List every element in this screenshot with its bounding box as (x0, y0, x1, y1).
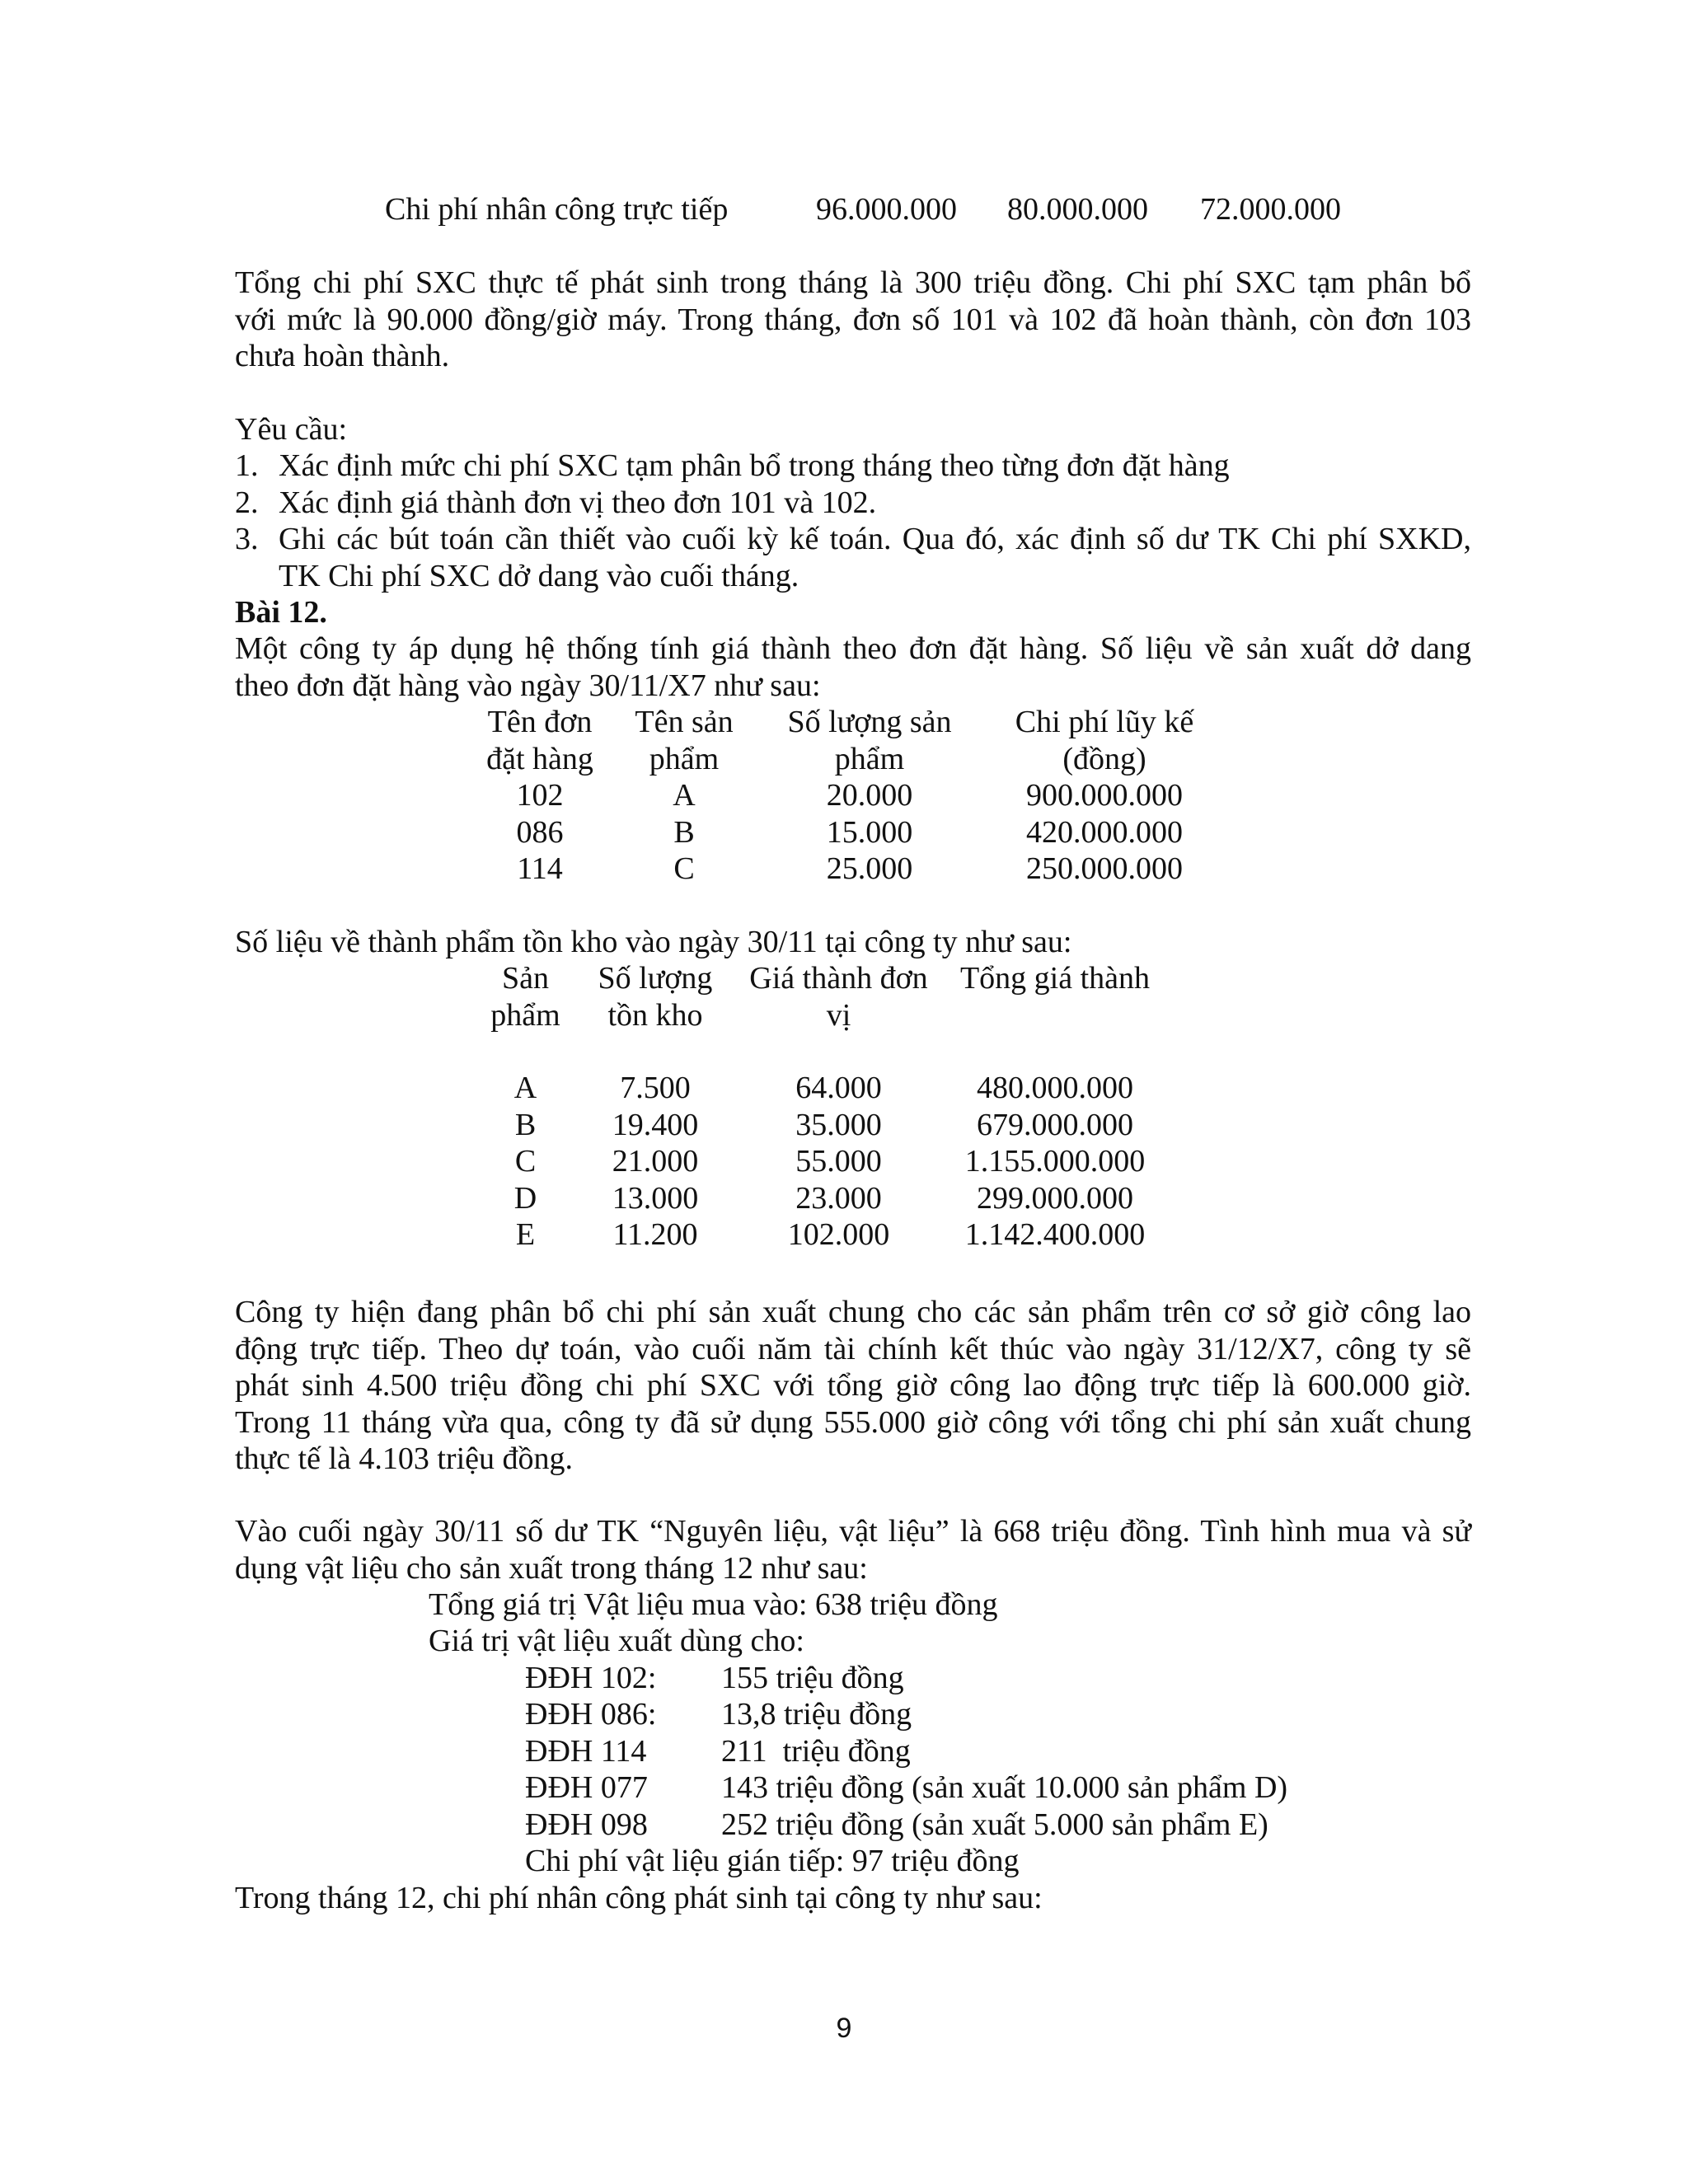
header-line: Số lượng sản (787, 705, 952, 739)
list-number: 1. (235, 448, 259, 483)
materials-used-label: Giá trị vật liệu xuất dùng cho: (429, 1624, 804, 1658)
header-line: Tổng giá thành (959, 961, 1151, 996)
table-cell: E (515, 1217, 536, 1252)
table-row (474, 1070, 1166, 1107)
header-line: phẩm (834, 741, 905, 776)
header-line: Giá thành đơn (749, 961, 928, 996)
table-cell: C (673, 851, 695, 886)
paragraph-line: động trực tiếp. Theo dự toán, vào cuối năm tài chính kết thúc vào ngày 31/12/X7, công ty sẽ (235, 1331, 1471, 1366)
order-value: 211 triệu đồng (721, 1734, 911, 1769)
table-cell: 1.155.000.000 (964, 1144, 1146, 1179)
table-header (577, 960, 734, 1070)
table-row (474, 1180, 1166, 1217)
table-cell: 7.500 (620, 1071, 691, 1105)
paragraph-line: chưa hoàn thành. (235, 339, 450, 373)
paragraph-line: theo đơn đặt hàng vào ngày 30/11/X7 như sau: (235, 668, 821, 703)
table-cell: 102 (516, 778, 564, 813)
table-cell: 35.000 (795, 1107, 882, 1142)
order-code: ĐĐH 098 (525, 1807, 648, 1842)
paragraph-line: Vào cuối ngày 30/11 số dư TK “Nguyên liệu, vật liệu” là 668 triệu đồng. Tình hình mua và sử (235, 1514, 1471, 1549)
table-cell: 480.000.000 (977, 1071, 1133, 1105)
paragraph-line: Một công ty áp dụng hệ thống tính giá thành theo đơn đặt hàng. Số liệu về sản xuất dở dang (235, 631, 1471, 666)
row-label: Chi phí nhân công trực tiếp (385, 192, 729, 227)
table-cell: 086 (516, 814, 564, 850)
table-header (474, 960, 577, 1070)
list-number: 2. (235, 485, 259, 520)
header-line: tồn kho (607, 997, 703, 1033)
table-cell: 900.000.000 (1026, 778, 1183, 813)
header-line: Tên đơn (487, 705, 593, 739)
inventory-intro: Số liệu về thành phẩm tồn kho vào ngày 30/11 tại công ty như sau: (235, 925, 1072, 959)
row-value-3: 72.000.000 (1200, 192, 1341, 227)
table-cell: 11.200 (612, 1217, 698, 1252)
table-cell: D (513, 1180, 537, 1216)
list-item: Xác định mức chi phí SXC tạm phân bổ trong tháng theo từng đơn đặt hàng (279, 448, 1230, 483)
table-header-row (474, 960, 1166, 1070)
header-line: vị (826, 997, 851, 1033)
order-value: 13,8 triệu đồng (721, 1697, 912, 1732)
paragraph-line: thực tế là 4.103 triệu đồng. (235, 1441, 574, 1476)
closing-line: Trong tháng 12, chi phí nhân công phát sinh tại công ty như sau: (235, 1881, 1043, 1915)
list-item: Xác định giá thành đơn vị theo đơn 101 và 102. (279, 485, 877, 520)
table-cell: 299.000.000 (977, 1180, 1133, 1216)
header-line: (đồng) (1062, 741, 1146, 776)
inventory-table (474, 960, 1166, 1254)
table-cell: 19.400 (612, 1107, 699, 1142)
table-cell: 420.000.000 (1026, 814, 1183, 850)
header-line: Tên sản (635, 705, 734, 739)
order-code: ĐĐH 086: (525, 1697, 657, 1732)
section-title: Bài 12. (235, 595, 327, 630)
page-number: 9 (836, 2013, 852, 2044)
list-number: 3. (235, 522, 259, 556)
list-item-line: Ghi các bút toán cần thiết vào cuối kỳ kế toán. Qua đó, xác định số dư TK Chi phí SXKD, (279, 522, 1471, 556)
order-code: ĐĐH 102: (525, 1661, 657, 1695)
table-cell: 679.000.000 (977, 1107, 1133, 1142)
list-item-line: TK Chi phí SXC dở dang vào cuối tháng. (279, 558, 799, 593)
requirements-title: Yêu cầu: (235, 412, 348, 447)
header-line: đặt hàng (486, 741, 593, 776)
order-code: ĐĐH 114 (525, 1734, 647, 1769)
table-cell: B (514, 1107, 537, 1142)
paragraph-materials (235, 1513, 1471, 1586)
indirect-materials: Chi phí vật liệu gián tiếp: 97 triệu đồng (525, 1844, 1020, 1878)
table-cell: 250.000.000 (1026, 851, 1183, 886)
table-row (470, 814, 1228, 851)
header-line: phẩm (649, 741, 720, 776)
table-header (981, 704, 1228, 777)
header-line: Chi phí lũy kế (1015, 705, 1194, 739)
materials-purchased: Tổng giá trị Vật liệu mua vào: 638 triệu đồng (429, 1587, 998, 1622)
table-cell: 114 (517, 851, 563, 886)
table-cell: 21.000 (612, 1144, 699, 1179)
paragraph-line: Trong 11 tháng vừa qua, công ty đã sử dụng 555.000 giờ công với tổng chi phí sản xuất chung (235, 1404, 1471, 1440)
table-cell: 20.000 (826, 778, 913, 813)
table-cell: A (513, 1071, 537, 1105)
table-cell: B (673, 814, 695, 850)
table-row (474, 1107, 1166, 1144)
order-value: 143 triệu đồng (sản xuất 10.000 sản phẩm D) (721, 1770, 1288, 1805)
paragraph-line: Tổng chi phí SXC thực tế phát sinh trong tháng là 300 triệu đồng. Chi phí SXC tạm phân bổ (235, 265, 1471, 300)
paragraph-overhead (235, 265, 1471, 375)
table-cell: 15.000 (826, 814, 913, 850)
paragraph-overhead-allocation (235, 1294, 1471, 1478)
header-line: phẩm (490, 997, 560, 1033)
table-cell: C (514, 1144, 537, 1179)
table-row (474, 1143, 1166, 1180)
table-cell: A (673, 778, 696, 813)
table-row (474, 1216, 1166, 1254)
order-code: ĐĐH 077 (525, 1770, 648, 1805)
order-value: 252 triệu đồng (sản xuất 5.000 sản phẩm E) (721, 1807, 1268, 1842)
table-header-row (470, 704, 1228, 777)
table-row (470, 777, 1228, 814)
paragraph-line: phát sinh 4.500 triệu đồng chi phí SXC với tổng giờ công lao động trực tiếp là 600.000 giờ. (235, 1368, 1471, 1403)
table-row (470, 851, 1228, 888)
table-cell: 1.142.400.000 (964, 1217, 1146, 1252)
paragraph-line: Công ty hiện đang phân bổ chi phí sản xuất chung cho các sản phẩm trên cơ sở giờ công lao (235, 1295, 1471, 1329)
table-cell: 23.000 (795, 1180, 882, 1216)
table-cell: 13.000 (612, 1180, 699, 1216)
table-cell: 102.000 (787, 1217, 890, 1252)
wip-table (470, 704, 1228, 888)
table-cell: 25.000 (826, 851, 913, 886)
header-line: Số lượng (598, 961, 713, 996)
table-header (944, 960, 1166, 1070)
order-value: 155 triệu đồng (721, 1661, 904, 1695)
list-item (279, 521, 1471, 594)
row-value-1: 96.000.000 (816, 192, 957, 227)
table-cell: 64.000 (795, 1071, 882, 1105)
table-header (470, 704, 610, 777)
paragraph-intro (235, 630, 1471, 704)
paragraph-line: với mức là 90.000 đồng/giờ máy. Trong tháng, đơn số 101 và 102 đã hoàn thành, còn đơn 103 (235, 302, 1471, 337)
table-header (758, 704, 981, 777)
table-header (734, 960, 944, 1070)
table-cell: 55.000 (795, 1144, 882, 1179)
paragraph-line: dụng vật liệu cho sản xuất trong tháng 12 như sau: (235, 1550, 868, 1586)
table-header (610, 704, 758, 777)
header-line: Sản (502, 961, 549, 996)
row-value-2: 80.000.000 (1007, 192, 1148, 227)
